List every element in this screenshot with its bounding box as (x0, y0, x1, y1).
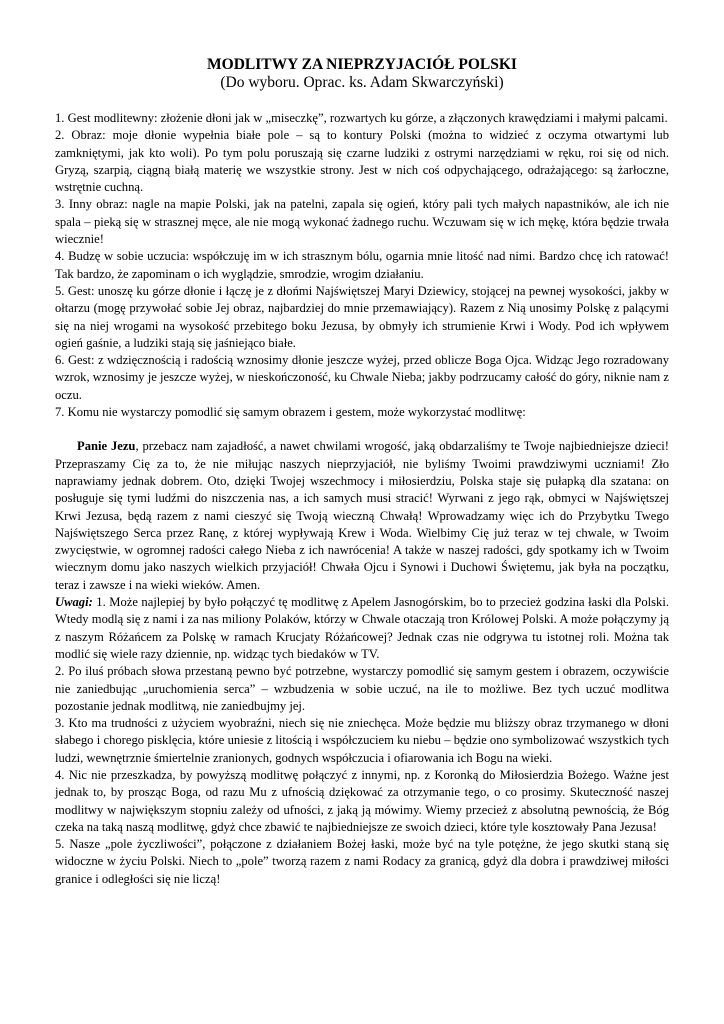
point-1: 1. Gest modlitewny: złożenie dłoni jak w „miseczkę”, rozwartych ku górze, a złączonych krawędziami i małymi palcami. (55, 111, 668, 125)
remarks-label: Uwagi: (55, 595, 93, 610)
remark-4: 4. Nic nie przeszkadza, by powyższą modlitwę połączyć z innymi, np. z Koronką do Miłosierdzia Bożego. Ważne jest jednak to, by prosząc Boga, od razu Mu z ufnością dziękować za otrzymanie tego, o co prosimy. Skuteczność naszej modlitwy w największym stopniu zależy od ufności, z jaką ją mówimy. Wiemy przecież z absolutną pewnością, że Bóg czeka na taką naszą modlitwę, gdyż chce zbawić te najbiedniejsze ze swoich dzieci, które tyle kosztowały Pana Jezusa! (55, 767, 669, 834)
point-5: 5. Gest: unoszę ku górze dłonie i łączę je z dłońmi Najświętszej Maryi Dziewicy, stojącej na pewnej wysokości, jakby w ołtarzu (mogę przywołać sobie Jej obraz, najbardziej do mnie przemawiający). Razem z Nią unosimy Polskę z palącymi się na niej wrogami na wysokość przebitego boku Jezusa, by obmyły ich strumienie Krwi i Wody. Pod ich wpływem ogień gaśnie, a ludziki stają się jaśniejąco białe. (55, 283, 669, 350)
prayer-paragraph (55, 438, 669, 594)
remark-1-text: 1. Może najlepiej by było połączyć tę modlitwę z Apelem Jasnogórskim, bo to przecież godzina łaski dla Polski. Wtedy modlą się z nami i za nas miliony Polaków, którzy w Chwale otaczają tron Królowej Polski. A może połączymy ją z naszym Różańcem za Polskę w ramach Krucjaty Różańcowej? Jednak czas nie odgrywa tu istotnej roli. Można tak modlić się wiele razy dziennie, np. widząc tych biedaków w TV. (55, 595, 669, 661)
remark-1 (55, 594, 669, 663)
document-title: MODLITWY ZA NIEPRZYJACIÓŁ POLSKI (207, 56, 517, 73)
document-body (55, 110, 669, 888)
document-subtitle: (Do wyboru. Oprac. ks. Adam Skwarczyński) (220, 74, 504, 91)
point-3: 3. Inny obraz: nagle na mapie Polski, jak na patelni, zapala się ogień, który pali tych małych napastników, ale ich nie spala – pieką się w strasznej męce, ale nie mogą wykonać żadnego ruchu. Wczuwam się w ich mękę, która będzie trwała wiecznie! (55, 197, 669, 247)
remark-3: 3. Kto ma trudności z użyciem wyobraźni, niech się nie zniechęca. Może będzie mu bliższy obraz trzymanego w dłoni słabego i chorego pisklęcia, które uniesie z litością i współczuciem ku niebu – będzie ono symbolizować wszystkich tych ludzi, wewnętrznie śmiertelnie zranionych, godnych współczucia i ofiarowania ich Bogu na wieki. (55, 716, 669, 765)
point-6: 6. Gest: z wdzięcznością i radością wznosimy dłonie jeszcze wyżej, przed oblicze Boga Ojca. Widząc Jego rozradowany wzrok, wznosimy je jeszcze wyżej, w nieskończoność, ku Chwale Nieba; jakby podrzucamy całość do góry, niknie nam z oczu. (55, 353, 669, 402)
remark-2: 2. Po iluś próbach słowa przestaną pewno być potrzebne, wystarczy pomodlić się samym gestem i obrazem, oczywiście nie zaniedbując „uruchomienia serca” – wzbudzenia w sobie uczuć, na ile to możliwe. Bez tych uczuć modlitwa pozostanie jednak modlitwą, nie zaniedbujmy jej. (55, 664, 669, 713)
point-4: 4. Budzę w sobie uczucia: współczuję im w ich strasznym bólu, ogarnia mnie litość nad nimi. Bardzo chcę ich ratować! Tak bardzo, że zapominam o ich wyglądzie, smrodzie, wrogim działaniu. (55, 249, 669, 281)
remark-5: 5. Nasze „pole życzliwości”, połączone z działaniem Bożej łaski, może być na tyle potężne, że jego skutki staną się widoczne w życiu Polski. Niech to „pole” tworzą razem z nami Rodacy za granicą, gdyż dla dobra i prawdziwej miłości granice i odległości się nie liczą! (55, 837, 669, 886)
point-7: 7. Komu nie wystarczy pomodlić się samym obrazem i gestem, może wykorzystać modlitwę: (55, 405, 526, 420)
prayer-text: , przebacz nam zajadłość, a nawet chwilami wrogość, jaką obdarzaliśmy te Twoje najbiedniejsze dzieci! Przepraszamy Cię za to, że nie miłując naszych nieprzyjaciół, nie byliśmy Twoimi prawdziwymi uczniami! Zło naprawiamy jednak dobrem. Oto, dzięki Twojej wszechmocy i miłosierdziu, Polska staje się pułapką dla szatana: on posługuje się tymi ludźmi do niszczenia nas, a ich samych musi stracić! Wyrwani z jego rąk, obmyci w Najświętszej Krwi Jezusa, będą razem z nami cieszyć się Twoją wieczną Chwałą! Wprowadzamy więc ich do Przybytku Twego Najświętszego Serca przez Ranę, z której wypływają Krew i Woda. Wielbimy Cię już teraz w tej chwale, w Twoim zwycięstwie, w ogromnej radości całego Nieba z ich nawrócenia! A także w naszej radości, gdy spotkamy ich w Twoim wiecznym domu jako naszych wielkich przyjaciół! Chwała Ojcu i Synowi i Duchowi Świętemu, jak była na początku, teraz i zawsze i na wieki wieków. Amen. (55, 439, 670, 592)
prayer-lead: Panie Jezu (77, 439, 136, 454)
point-2: 2. Obraz: moje dłonie wypełnia białe pole – są to kontury Polski (można to widzieć z oczyma otwartymi lub zamkniętymi, jak kto woli). Po tym polu poruszają się czarne ludziki z ostrymi narzędziami w ręku, roi się od nich. Gryzą, szarpią, ciągną białą materię we wszystkie strony. Jest w nich coś odpychającego, odrażającego: są żarłoczne, wstrętnie cuchną. (55, 128, 669, 195)
